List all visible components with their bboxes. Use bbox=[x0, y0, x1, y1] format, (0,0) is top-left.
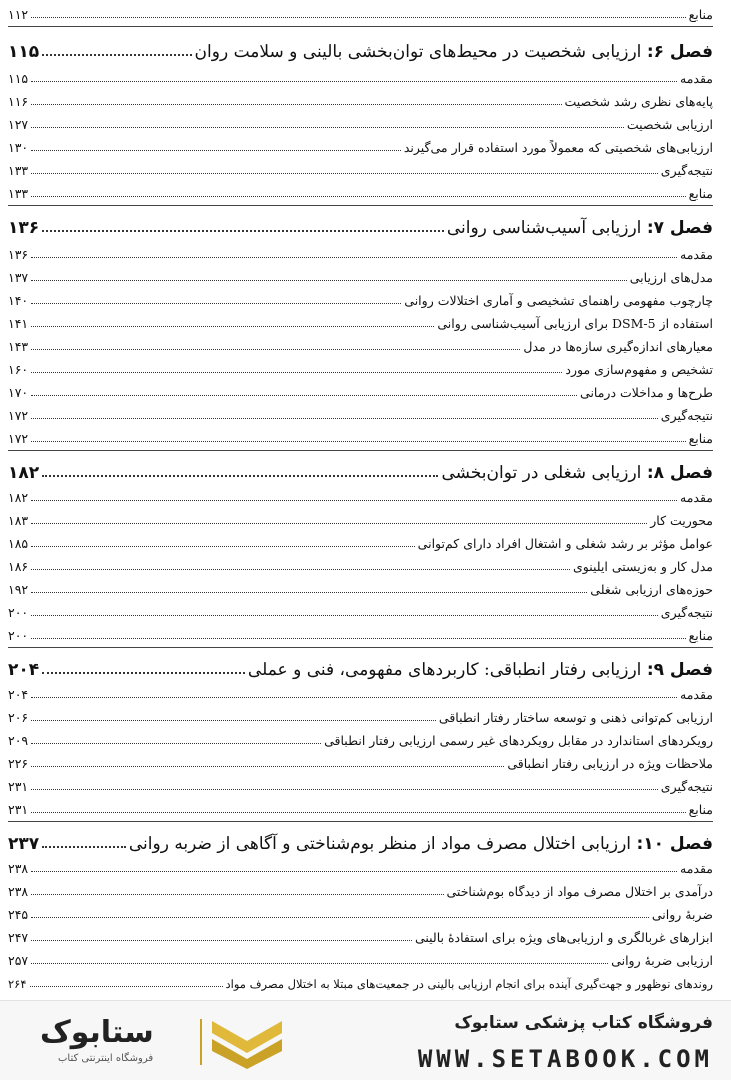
brand-subtitle: فروشگاه اینترنتی کتاب bbox=[58, 1053, 154, 1064]
dot-leader bbox=[31, 743, 321, 744]
divider bbox=[8, 450, 713, 451]
toc-row-title: مقدمه bbox=[680, 490, 713, 505]
toc-row-title: منابع bbox=[688, 431, 713, 446]
dot-leader bbox=[31, 303, 401, 304]
chapter-page: ۱۳۶ bbox=[8, 218, 40, 238]
toc-row bbox=[8, 904, 713, 922]
dot-leader bbox=[31, 280, 627, 281]
toc-row bbox=[8, 707, 713, 725]
toc-row-page: ۱۷۲ bbox=[8, 431, 29, 446]
toc-row-title: ارزیابی شخصیت bbox=[626, 117, 713, 132]
dot-leader bbox=[31, 418, 658, 419]
toc-row bbox=[8, 973, 713, 991]
dot-leader bbox=[42, 846, 126, 848]
toc-row-page: ۱۸۲ bbox=[8, 490, 29, 505]
toc-row-title: ارزیابی‌های شخصیتی که معمولاً مورد استفاده قرار می‌گیرند bbox=[403, 140, 713, 155]
toc-row-page: ۲۳۸ bbox=[8, 861, 29, 876]
toc-row-page: ۲۴۵ bbox=[8, 907, 29, 922]
toc-row bbox=[8, 776, 713, 794]
toc-row-title: حوزه‌های ارزیابی شغلی bbox=[590, 582, 713, 597]
dot-leader bbox=[42, 672, 245, 674]
dot-leader bbox=[31, 17, 685, 18]
dot-leader bbox=[31, 441, 685, 442]
toc-row bbox=[8, 68, 713, 86]
toc-row-title: عوامل مؤثر بر رشد شغلی و اشتغال افراد دارای کم‌توانی bbox=[417, 536, 713, 551]
divider bbox=[8, 647, 713, 648]
chapter-heading bbox=[8, 36, 713, 62]
toc-row-page: ۲۵۷ bbox=[8, 953, 29, 968]
toc-row-title: محوریت کار bbox=[650, 513, 713, 528]
toc-row-title: نتیجه‌گیری bbox=[660, 779, 713, 794]
toc-row-page: ۲۰۹ bbox=[8, 733, 29, 748]
dot-leader bbox=[31, 615, 658, 616]
dot-leader bbox=[31, 917, 649, 918]
chapter-heading bbox=[8, 654, 713, 680]
dot-leader bbox=[31, 173, 658, 174]
toc-row bbox=[8, 336, 713, 354]
toc-row-page: ۱۷۰ bbox=[8, 385, 29, 400]
toc-row-page: ۱۴۳ bbox=[8, 339, 29, 354]
chapter-heading bbox=[8, 828, 713, 854]
toc-row-title: نتیجه‌گیری bbox=[660, 605, 713, 620]
chapter-label: فصل ۶: bbox=[646, 42, 713, 62]
divider bbox=[8, 26, 713, 27]
toc-row bbox=[8, 799, 713, 817]
toc-row-page: ۲۳۸ bbox=[8, 884, 29, 899]
chapter-page: ۲۳۷ bbox=[8, 834, 40, 854]
toc-row bbox=[8, 91, 713, 109]
toc-row-page: ۲۰۶ bbox=[8, 710, 29, 725]
toc-row bbox=[8, 881, 713, 899]
toc-row-page: ۱۳۰ bbox=[8, 140, 29, 155]
publisher-footer bbox=[0, 1000, 731, 1080]
toc-row-title: مقدمه bbox=[680, 71, 713, 86]
toc-row-page: ۲۴۷ bbox=[8, 930, 29, 945]
toc-row-title: منابع bbox=[688, 802, 713, 817]
chapter-title: ارزیابی رفتار انطباقی: کاربردهای مفهومی، فنی و عملی bbox=[247, 660, 642, 680]
dot-leader bbox=[42, 230, 444, 232]
dot-leader bbox=[31, 812, 685, 813]
toc-row-title: منابع bbox=[688, 186, 713, 201]
dot-leader bbox=[31, 940, 412, 941]
toc-row bbox=[8, 405, 713, 423]
toc-row-title: مقدمه bbox=[680, 861, 713, 876]
dot-leader bbox=[30, 986, 223, 987]
dot-leader bbox=[31, 592, 587, 593]
toc-row bbox=[8, 183, 713, 201]
dot-leader bbox=[31, 871, 677, 872]
toc-row-page: ۲۳۱ bbox=[8, 779, 29, 794]
toc-row-title: روندهای نوظهور و جهت‌گیری آینده برای انجام ارزیابی بالینی در جمعیت‌های مبتلا به اختلال مصرف مواد bbox=[225, 977, 713, 991]
toc-row-title: رویکردهای استاندارد در مقابل رویکردهای غیر رسمی ارزیابی رفتار انطباقی bbox=[324, 733, 713, 748]
toc-row-page: ۱۳۷ bbox=[8, 270, 29, 285]
toc-row-page: ۱۸۶ bbox=[8, 559, 29, 574]
toc-row-title: مدل کار و به‌زیستی ایلینوی bbox=[573, 559, 713, 574]
toc-row-page: ۱۷۲ bbox=[8, 408, 29, 423]
dot-leader bbox=[31, 569, 570, 570]
dot-leader bbox=[31, 894, 443, 895]
chapter-title: ارزیابی شغلی در توان‌بخشی bbox=[441, 463, 642, 483]
divider bbox=[8, 821, 713, 822]
toc-row-page: ۱۱۵ bbox=[8, 71, 29, 86]
dot-leader bbox=[31, 963, 608, 964]
chapter-page: ۱۱۵ bbox=[8, 42, 40, 62]
toc-row bbox=[8, 579, 713, 597]
toc-row bbox=[8, 244, 713, 262]
toc-row bbox=[8, 730, 713, 748]
toc-row-page: ۱۹۲ bbox=[8, 582, 29, 597]
toc-row-title: مقدمه bbox=[680, 687, 713, 702]
toc-row bbox=[8, 359, 713, 377]
logo-divider bbox=[200, 1019, 202, 1065]
dot-leader bbox=[31, 697, 677, 698]
toc-row-title: ضربهٔ روانی bbox=[651, 907, 713, 922]
dot-leader bbox=[31, 500, 677, 501]
toc-row bbox=[8, 290, 713, 308]
toc-row-page: ۱۸۳ bbox=[8, 513, 29, 528]
toc-row bbox=[8, 160, 713, 178]
dot-leader bbox=[31, 523, 647, 524]
toc-row-title: ارزیابی ضربهٔ روانی bbox=[611, 953, 713, 968]
toc-row bbox=[8, 753, 713, 771]
chapter-page: ۲۰۴ bbox=[8, 660, 40, 680]
toc-row-title: منابع bbox=[688, 7, 713, 22]
toc-row-page: ۲۲۶ bbox=[8, 756, 29, 771]
toc-row bbox=[8, 625, 713, 643]
toc-row bbox=[8, 602, 713, 620]
toc-row-title: مقدمه bbox=[680, 247, 713, 262]
brand-logo-text: ستابوک bbox=[40, 1015, 154, 1050]
dot-leader bbox=[31, 372, 562, 373]
toc-row-title: درآمدی بر اختلال مصرف مواد از دیدگاه بوم‌شناختی bbox=[446, 884, 713, 899]
chapter-heading bbox=[8, 212, 713, 238]
toc-row-page: ۲۳۱ bbox=[8, 802, 29, 817]
chapter-title: ارزیابی اختلال مصرف مواد از منظر بوم‌شناختی و آگاهی از ضربه روانی bbox=[128, 834, 632, 854]
toc-row-page: ۱۱۲ bbox=[8, 7, 29, 22]
toc-row-title: استفاده از DSM-5 برای ارزیابی آسیب‌شناسی روانی bbox=[437, 316, 713, 331]
toc-row bbox=[8, 556, 713, 574]
toc-row-title: ابزارهای غربالگری و ارزیابی‌های ویژه برای استفادهٔ بالینی bbox=[414, 930, 713, 945]
toc-row-title: ارزیابی کم‌توانی ذهنی و توسعه ساختار رفتار انطباقی bbox=[438, 710, 713, 725]
toc-row-page: ۱۳۳ bbox=[8, 186, 29, 201]
dot-leader bbox=[31, 326, 434, 327]
toc-row bbox=[8, 510, 713, 528]
chapter-title: ارزیابی آسیب‌شناسی روانی bbox=[446, 218, 642, 238]
toc-row-title: نتیجه‌گیری bbox=[660, 408, 713, 423]
dot-leader bbox=[31, 81, 677, 82]
toc-row bbox=[8, 533, 713, 551]
dot-leader bbox=[31, 789, 658, 790]
chapter-label: فصل ۸: bbox=[646, 463, 713, 483]
dot-leader bbox=[31, 546, 415, 547]
dot-leader bbox=[31, 349, 520, 350]
toc-row-page: ۱۳۶ bbox=[8, 247, 29, 262]
dot-leader bbox=[31, 127, 624, 128]
dot-leader bbox=[31, 395, 577, 396]
toc-row-title: منابع bbox=[688, 628, 713, 643]
dot-leader bbox=[31, 104, 561, 105]
toc-row-page: ۱۱۶ bbox=[8, 94, 29, 109]
shop-url[interactable]: WWW.SETABOOK.COM bbox=[417, 1045, 713, 1073]
toc-row-title: ملاحظات ویژه در ارزیابی رفتار انطباقی bbox=[507, 756, 713, 771]
dot-leader bbox=[31, 257, 677, 258]
toc-row-title: پایه‌های نظری رشد شخصیت bbox=[564, 94, 713, 109]
toc-row-page: ۱۴۱ bbox=[8, 316, 29, 331]
toc-row-page: ۲۰۰ bbox=[8, 628, 29, 643]
chapter-label: فصل ۱۰: bbox=[636, 834, 713, 854]
toc-row-page: ۲۰۴ bbox=[8, 687, 29, 702]
dot-leader bbox=[31, 196, 685, 197]
chapter-heading bbox=[8, 457, 713, 483]
toc-row-title: مدل‌های ارزیابی bbox=[629, 270, 713, 285]
toc-row-page: ۱۳۳ bbox=[8, 163, 29, 178]
toc-row-page: ۲۶۴ bbox=[8, 977, 27, 991]
toc-row bbox=[8, 684, 713, 702]
toc-row-page: ۱۸۵ bbox=[8, 536, 29, 551]
chapter-title: ارزیابی شخصیت در محیط‌های توان‌بخشی بالینی و سلامت روان bbox=[194, 42, 642, 62]
toc-row bbox=[8, 382, 713, 400]
toc-row bbox=[8, 114, 713, 132]
dot-leader bbox=[42, 475, 438, 477]
dot-leader bbox=[31, 638, 685, 639]
dot-leader bbox=[42, 54, 191, 56]
chapter-label: فصل ۹: bbox=[646, 660, 713, 680]
chapter-label: فصل ۷: bbox=[646, 218, 713, 238]
toc-row bbox=[8, 927, 713, 945]
dot-leader bbox=[31, 150, 401, 151]
toc-row bbox=[8, 267, 713, 285]
toc-row-page: ۱۶۰ bbox=[8, 362, 29, 377]
toc-row bbox=[8, 4, 713, 22]
toc-row bbox=[8, 487, 713, 505]
divider bbox=[8, 205, 713, 206]
toc-row bbox=[8, 950, 713, 968]
toc-row-title: چارچوب مفهومی راهنمای تشخیصی و آماری اختلالات روانی bbox=[404, 293, 713, 308]
toc-row bbox=[8, 313, 713, 331]
chapter-page: ۱۸۲ bbox=[8, 463, 40, 483]
toc-row-page: ۱۲۷ bbox=[8, 117, 29, 132]
toc-row-title: معیارهای اندازه‌گیری سازه‌ها در مدل bbox=[523, 339, 713, 354]
toc-row bbox=[8, 858, 713, 876]
dot-leader bbox=[31, 766, 504, 767]
toc-row-title: نتیجه‌گیری bbox=[660, 163, 713, 178]
toc-row-title: تشخیص و مفهوم‌سازی مورد bbox=[565, 362, 713, 377]
toc-row-page: ۱۴۰ bbox=[8, 293, 29, 308]
toc-row-title: طرح‌ها و مداخلات درمانی bbox=[580, 385, 713, 400]
dot-leader bbox=[31, 720, 436, 721]
shop-name: فروشگاه کتاب پزشکی ستابوک bbox=[454, 1013, 713, 1033]
toc-row bbox=[8, 428, 713, 446]
chevron-logo-icon bbox=[212, 1017, 282, 1069]
toc-row bbox=[8, 137, 713, 155]
toc-row-page: ۲۰۰ bbox=[8, 605, 29, 620]
